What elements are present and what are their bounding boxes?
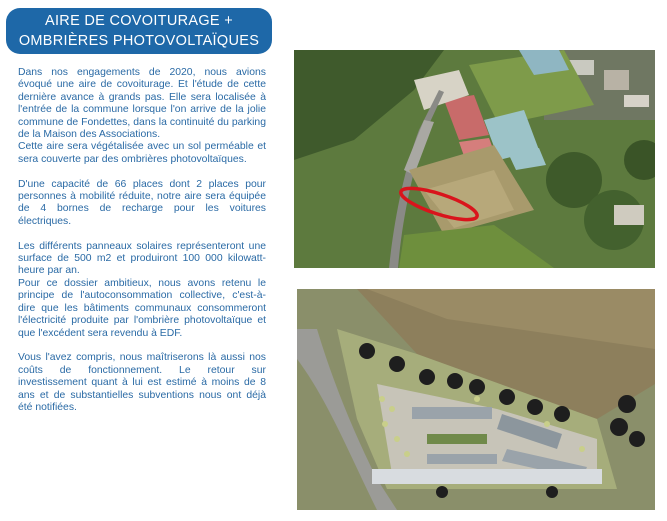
paragraph-self-consumption: Pour ce dossier ambitieux, nous avons retenu le principe de l'autoconsommation collective, c'est-à-dire que les bâtiments communaux consommeront l'électricité produite par l'ombrière photovoltaïque et que l'excédent sera revendu à EDF. (18, 277, 266, 339)
title-line-2: OMBRIÈRES PHOTOVOLTAÏQUES (18, 33, 260, 49)
aerial-photo (294, 50, 655, 268)
paragraph-capacity: D'une capacité de 66 places dont 2 places pour personnes à mobilité réduite, notre aire sera équipée de 4 bornes de recharge pour les voitures électriques. (18, 178, 266, 227)
article-body (18, 67, 266, 414)
site-plan-illustration (297, 289, 655, 510)
paragraph-intro: Dans nos engagements de 2020, nous avions évoqué une aire de covoiturage. Et l'étude de cette dernière avance à grands pas. Elle sera localisée à l'entrée de la commune lorsque l'on arrive de la jolie commune de Fondettes, dans la continuité du parking de la Maison des Associations. (18, 67, 266, 141)
paragraph-solar-panels: Les différents panneaux solaires représenteront une surface de 500 m2 et produiront 100 000 kilowatt-heure par an. (18, 240, 266, 277)
title-banner (6, 8, 272, 54)
paragraph-costs: Vous l'avez compris, nous maîtriserons là aussi nos coûts de fonctionnement. Le retour sur investissement quant à lui est estimé à moins de 8 ans et de substantielles subventions nous ont déjà été notifiées. (18, 352, 266, 413)
paragraph-vegetation: Cette aire sera végétalisée avec un sol perméable et sera couverte par des ombrières photovoltaïques. (18, 141, 266, 165)
title-line-1: AIRE DE COVOITURAGE + (45, 13, 233, 29)
